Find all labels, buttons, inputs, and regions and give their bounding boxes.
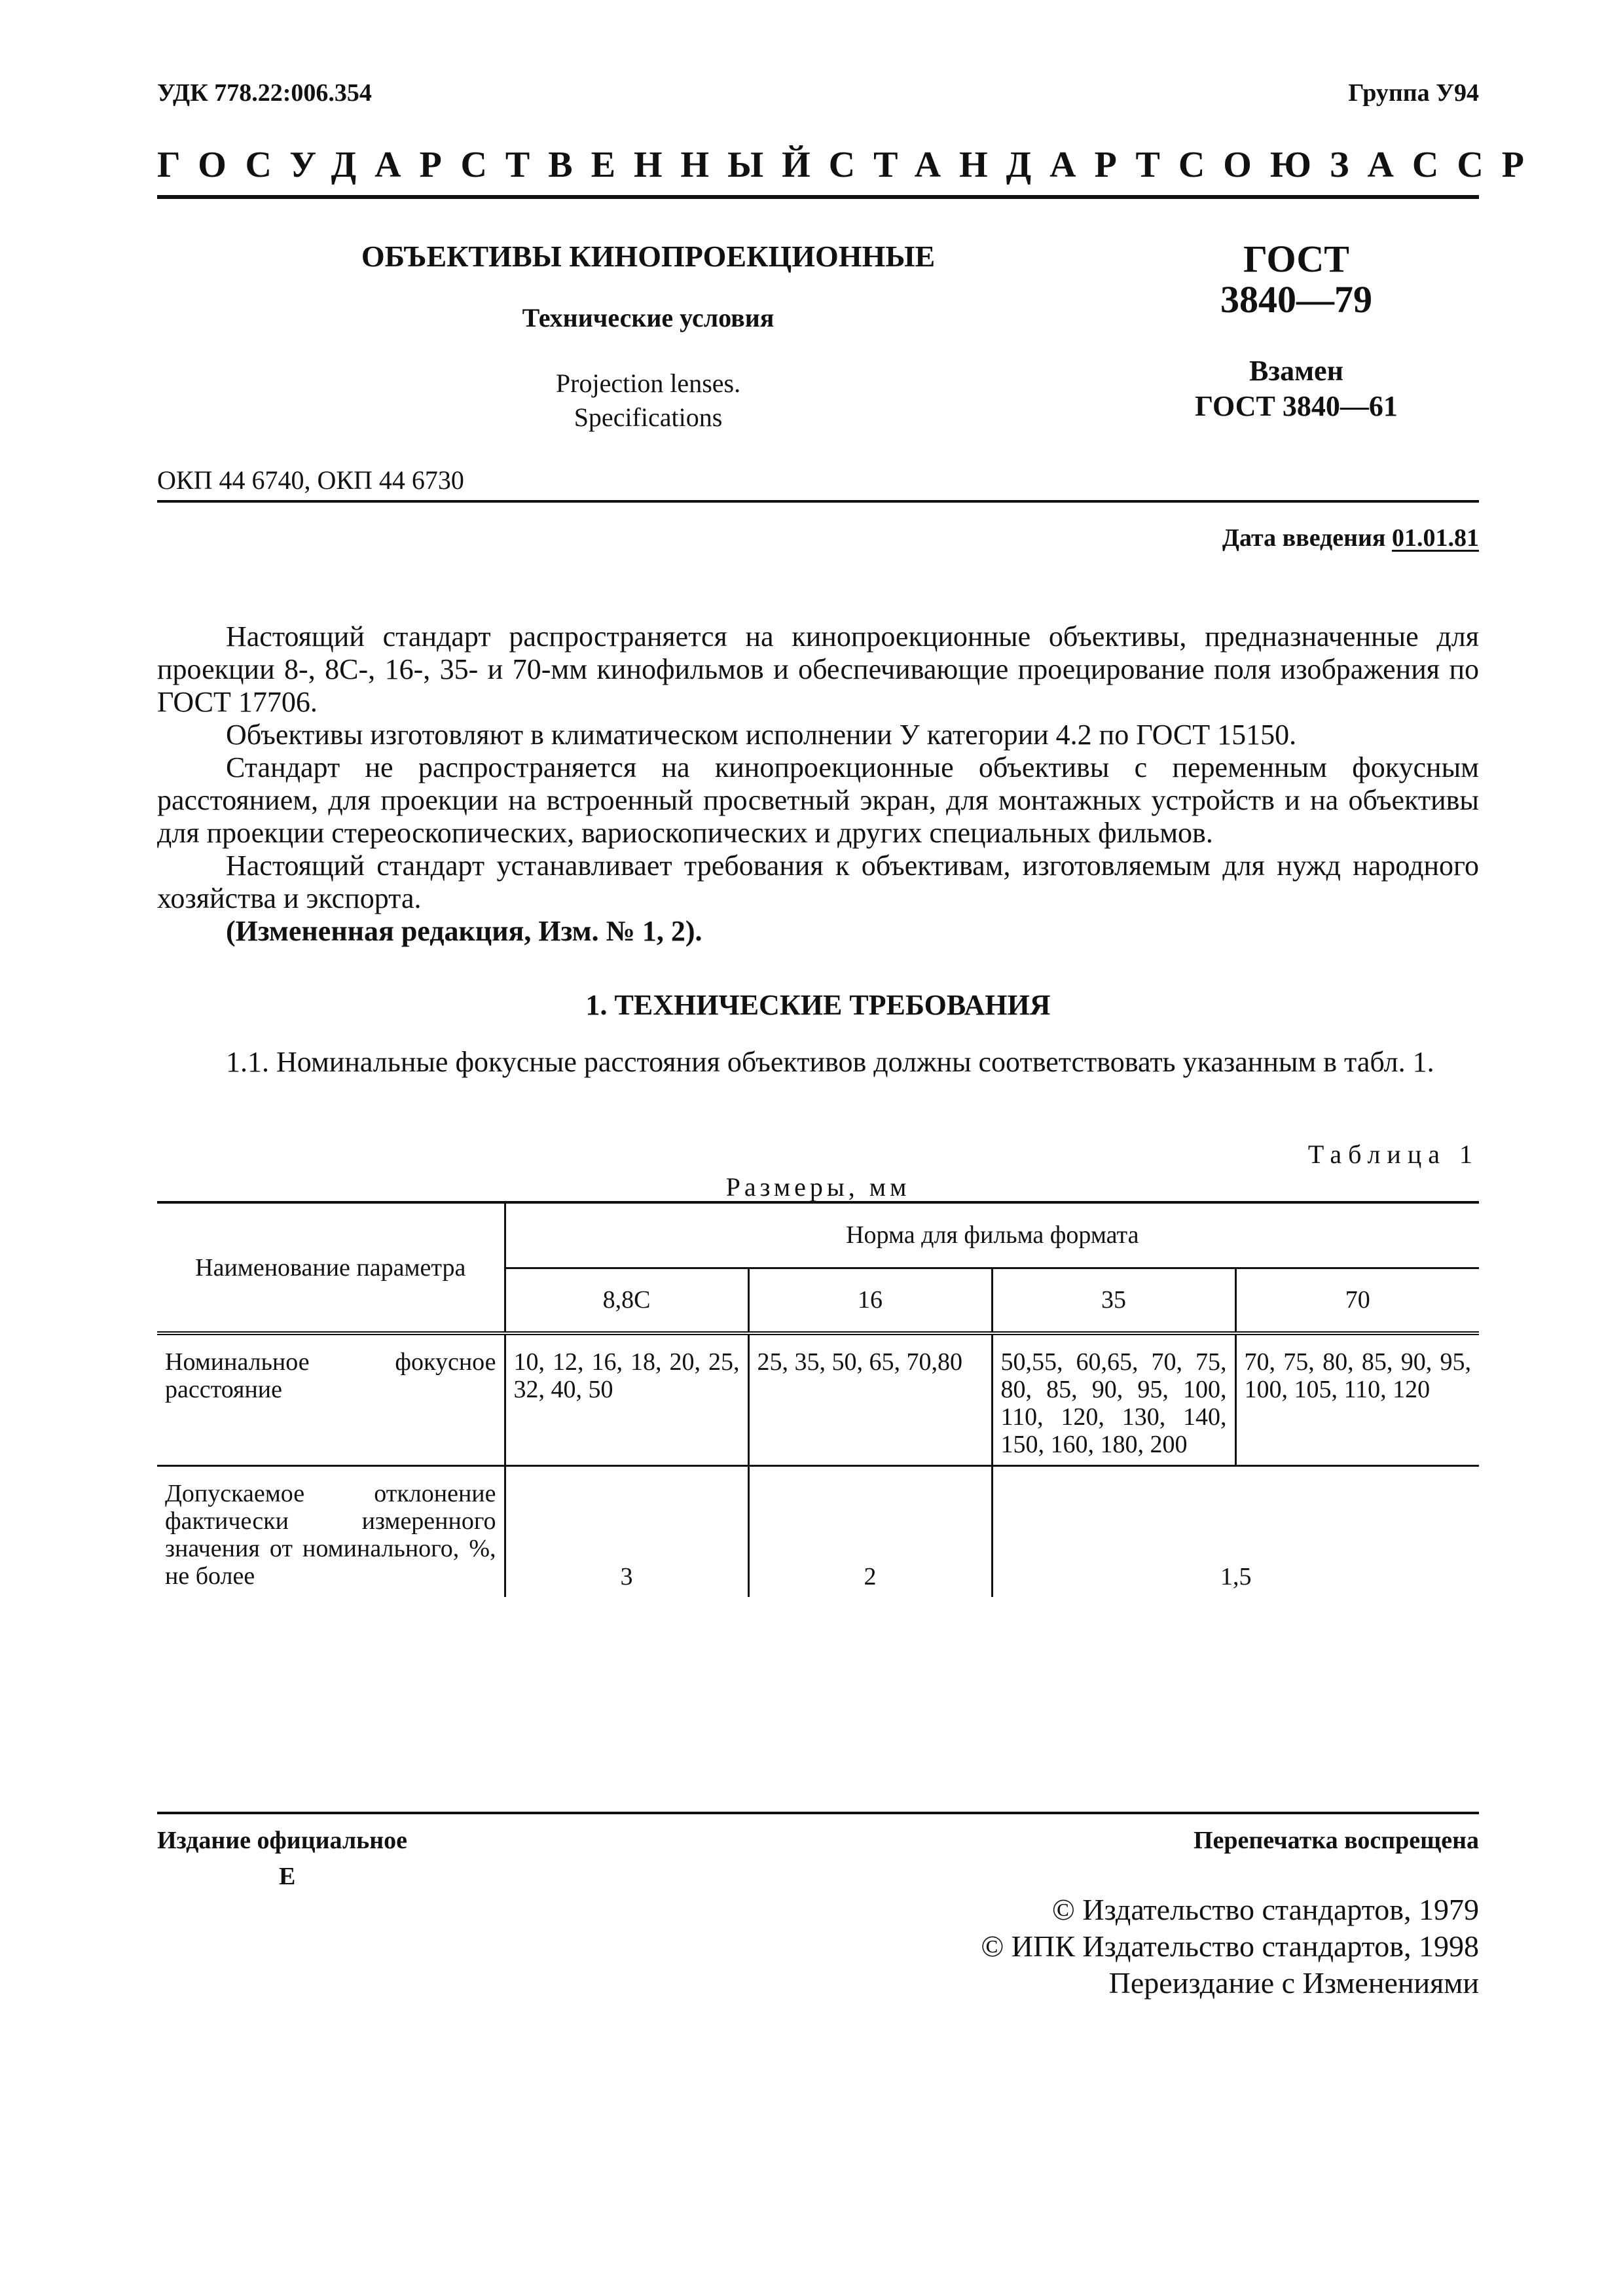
format-header: 8,8С <box>505 1268 748 1333</box>
copyright-block <box>981 1892 1479 2001</box>
udk-code: УДК 778.22:006.354 <box>157 79 372 107</box>
intro-text <box>157 620 1479 948</box>
effective-date <box>1222 524 1479 552</box>
banner-word-4: ССР <box>1412 145 1543 185</box>
replaces-code: ГОСТ 3840—61 <box>1195 390 1398 422</box>
english-line-1: Projection lenses. <box>555 368 741 398</box>
format-header: 35 <box>992 1268 1235 1333</box>
banner-word-3: СОЮЗА <box>1178 145 1412 185</box>
amendment-note: (Измененная редакция, Изм. № 1, 2). <box>226 915 702 947</box>
banner-word-2: СТАНДАРТ <box>828 145 1178 185</box>
official-edition: Издание официальное <box>157 1827 408 1854</box>
effective-date-value: 01.01.81 <box>1392 524 1479 552</box>
table-units: Размеры, мм <box>725 1172 911 1202</box>
group-code: Группа У94 <box>1348 79 1479 107</box>
table-1 <box>157 1201 1479 1597</box>
clause-1-1: 1.1. Номинальные фокусные расстояния объективов должны соответствовать указанным в табл. 1. <box>226 1046 1434 1078</box>
banner-word-1: ГОСУДАРСТВЕННЫЙ <box>157 145 829 185</box>
intro-paragraph-3: Стандарт не распространяется на кинопроекционные объективы с переменным фокусным расстоянием, для проекции на встроенный просветный экран, для монтажных устройств и на объективы для проекции стереоскопических, вариоскопических и других специальных фильмов. <box>157 751 1479 849</box>
intro-paragraph-2: Объективы изготовляют в климатическом исполнении У категории 4.2 по ГОСТ 15150. <box>226 719 1297 751</box>
table-cell: 2 <box>748 1466 992 1597</box>
copyright-line-1: © Издательство стандартов, 1979 <box>1051 1893 1479 1926</box>
english-line-2: Specifications <box>574 403 723 432</box>
row-name-focal-length: Номинальное фокусное расстояние <box>165 1348 496 1403</box>
intro-paragraph-4: Настоящий стандарт устанавливает требования к объективам, изготовляемым для нужд народного хозяйства и экспорта. <box>157 850 1479 914</box>
gost-code: 3840—79 <box>1220 278 1372 321</box>
section-heading: 1. ТЕХНИЧЕСКИЕ ТРЕБОВАНИЯ <box>585 989 1051 1021</box>
reprint-notice: Перепечатка воспрещена <box>1193 1827 1479 1854</box>
english-title <box>157 367 1139 435</box>
document-title: ОБЪЕКТИВЫ КИНОПРОЕКЦИОННЫЕ <box>361 240 936 273</box>
format-header: 70 <box>1235 1268 1479 1333</box>
table-row <box>157 1466 1479 1597</box>
banner-rule <box>157 195 1479 199</box>
table-cell: 10, 12, 16, 18, 20, 25, 32, 40, 50 <box>505 1333 748 1466</box>
gost-number <box>1165 239 1427 320</box>
footer-rule <box>157 1812 1479 1814</box>
norm-header: Норма для фильма формата <box>505 1202 1479 1268</box>
table-caption: Таблица 1 <box>1307 1139 1479 1169</box>
effective-date-label: Дата введения <box>1222 524 1386 552</box>
format-header: 16 <box>748 1268 992 1333</box>
edition-letter: Е <box>279 1863 296 1890</box>
reissue-note: Переиздание с Изменениями <box>1108 1966 1479 2000</box>
table-cell: 3 <box>505 1466 748 1597</box>
row-name-deviation: Допускаемое отклонение фактически измеренного значения от номинального, %, не более <box>157 1466 505 1597</box>
table-cell: 25, 35, 50, 65, 70,80 <box>748 1333 992 1466</box>
table-row <box>157 1333 1479 1466</box>
gost-label: ГОСТ <box>1243 238 1349 280</box>
table-cell: 70, 75, 80, 85, 90, 95, 100, 105, 110, 120 <box>1235 1333 1479 1466</box>
copyright-line-2: © ИПК Издательство стандартов, 1998 <box>981 1929 1479 1963</box>
title-rule <box>157 500 1479 503</box>
table-cell: 1,5 <box>992 1466 1479 1597</box>
document-subtitle: Технические условия <box>522 303 775 332</box>
intro-paragraph-1: Настоящий стандарт распространяется на кинопроекционные объективы, предназначенные для проекции 8-, 8С-, 16-, 35- и 70-мм кинофильмов и обеспечивающие проецирование поля изображения по ГОСТ 17706. <box>157 620 1479 718</box>
okp-codes: ОКП 44 6740, ОКП 44 6730 <box>157 465 464 495</box>
replaces-label: Взамен <box>1249 355 1343 387</box>
state-standard-banner <box>157 144 1543 186</box>
table-cell: 50,55, 60,65, 70, 75, 80, 85, 90, 95, 100, 110, 120, 130, 140, 150, 160, 180, 200 <box>992 1333 1235 1466</box>
replaces-block <box>1133 353 1460 424</box>
param-header: Наименование параметра <box>157 1202 505 1333</box>
